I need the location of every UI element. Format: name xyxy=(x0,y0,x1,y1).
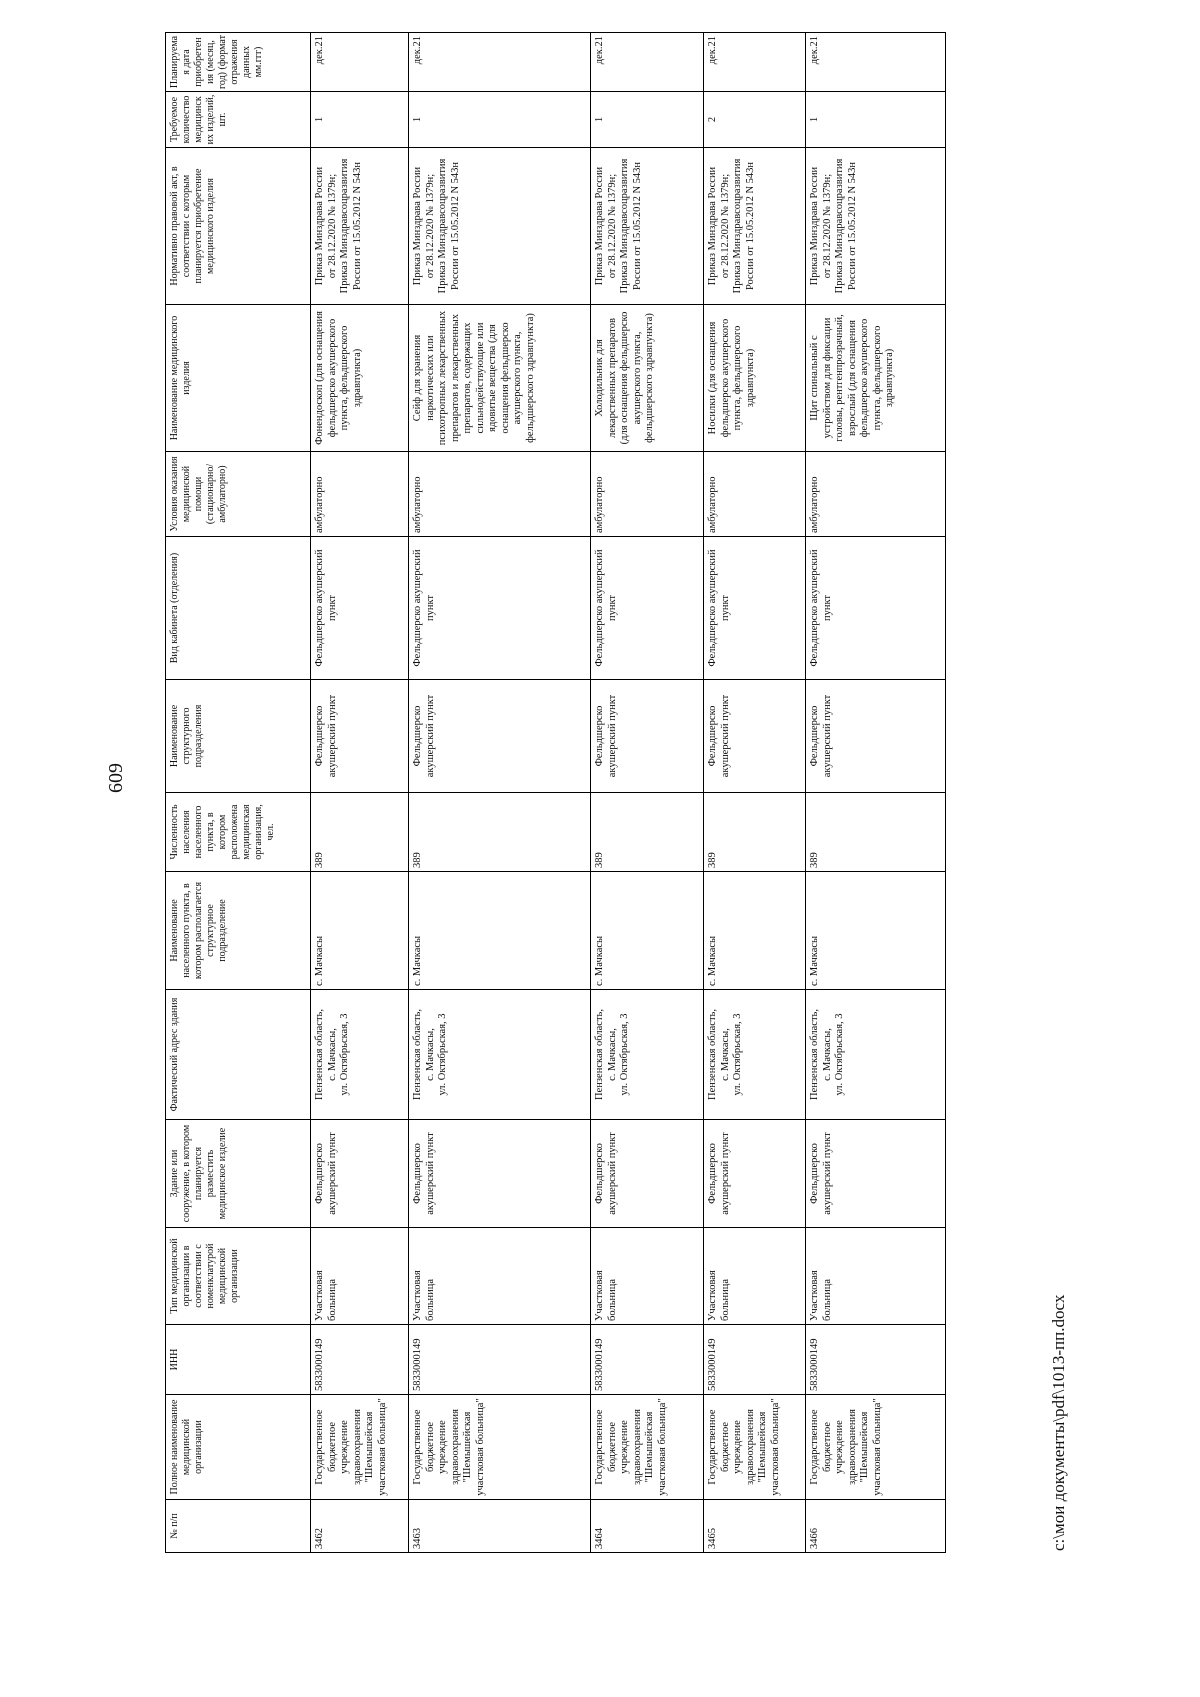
cell-settlement: с. Мачкасы xyxy=(704,872,806,990)
cell-org-name: Государственное бюджетное учреждение здравоохранения "Шемышейская участковая больница" xyxy=(409,1395,591,1500)
table-row xyxy=(806,33,946,1553)
cell-quantity: 1 xyxy=(311,92,409,148)
table-header-row xyxy=(166,33,311,1553)
cell-org-type: Участковая больница xyxy=(704,1228,806,1325)
cell-legal-act: Приказ Минздрава России от 28.12.2020 № 1379н; Приказ Минздравсоцразвития России от 15.05.2012 N 543н xyxy=(704,148,806,305)
cell-row-number: 3465 xyxy=(704,1500,806,1553)
table-row xyxy=(409,33,591,1553)
cell-org-name: Государственное бюджетное учреждение здравоохранения "Шемышейская участковая больница" xyxy=(591,1395,704,1500)
cell-inn: 5833000149 xyxy=(806,1325,946,1395)
cell-legal-act: Приказ Минздрава России от 28.12.2020 № 1379н; Приказ Минздравсоцразвития России от 15.05.2012 N 543н xyxy=(311,148,409,305)
footer-file-path: c:\мои документы\pdf\1013-пп.docx xyxy=(1049,1294,1068,1551)
header-legal-act: Нормативно правовой акт, в соответствии с которым планируется приобретение медицинского изделия xyxy=(166,148,311,305)
cell-purchase-date: дек.21 xyxy=(311,33,409,92)
cell-inn: 5833000149 xyxy=(311,1325,409,1395)
page-number: 609 xyxy=(105,763,127,793)
cell-org-name: Государственное бюджетное учреждение здравоохранения "Шемышейская участковая больница" xyxy=(704,1395,806,1500)
cell-inn: 5833000149 xyxy=(591,1325,704,1395)
header-subdivision: Наименование структурного подразделения xyxy=(166,680,311,793)
cell-settlement: с. Мачкасы xyxy=(591,872,704,990)
cell-address: Пензенская область, с. Мачкасы, ул. Октябрьская, 3 xyxy=(591,990,704,1120)
cell-address: Пензенская область, с. Мачкасы, ул. Октябрьская, 3 xyxy=(311,990,409,1120)
cell-settlement: с. Мачкасы xyxy=(409,872,591,990)
header-purchase-date: Планируемая дата приобретения (месяц, год) (формат отражения данных мм.ггг) xyxy=(166,33,311,92)
cell-building: Фельдшерско акушерский пункт xyxy=(591,1120,704,1228)
cell-address: Пензенская область, с. Мачкасы, ул. Октябрьская, 3 xyxy=(806,990,946,1120)
cell-device: Сейф для хранения наркотических или психотропных лекарственных препаратов и лекарственных препаратов, содержащих сильнодействующие или ядовитые вещества (для оснащения фельдшерско акушерского пункта, фельдшерского здравпункта) xyxy=(409,305,591,452)
cell-building: Фельдшерско акушерский пункт xyxy=(806,1120,946,1228)
cell-row-number: 3463 xyxy=(409,1500,591,1553)
cell-subdivision: Фельдшерско акушерский пункт xyxy=(409,680,591,793)
cell-conditions: амбулаторно xyxy=(704,452,806,537)
cell-cabinet-type: Фельдшерско акушерский пункт xyxy=(806,537,946,680)
cell-legal-act: Приказ Минздрава России от 28.12.2020 № 1379н; Приказ Минздравсоцразвития России от 15.05.2012 N 543н xyxy=(806,148,946,305)
header-inn: ИНН xyxy=(166,1325,311,1395)
table-row xyxy=(591,33,704,1553)
cell-address: Пензенская область, с. Мачкасы, ул. Октябрьская, 3 xyxy=(704,990,806,1120)
cell-inn: 5833000149 xyxy=(704,1325,806,1395)
cell-legal-act: Приказ Минздрава России от 28.12.2020 № 1379н; Приказ Минздравсоцразвития России от 15.05.2012 N 543н xyxy=(591,148,704,305)
table-row xyxy=(311,33,409,1553)
cell-subdivision: Фельдшерско акушерский пункт xyxy=(806,680,946,793)
header-population: Численность населения населенного пункта, в котором расположена медицинская организация, чел. xyxy=(166,793,311,872)
cell-quantity: 1 xyxy=(806,92,946,148)
cell-device: Холодильник для лекарственных препаратов (для оснащения фельдшерско акушерского пункта, фельдшерского здравпункта) xyxy=(591,305,704,452)
cell-org-type: Участковая больница xyxy=(409,1228,591,1325)
cell-purchase-date: дек.21 xyxy=(591,33,704,92)
cell-row-number: 3462 xyxy=(311,1500,409,1553)
header-org-name: Полное наименование медицинской организации xyxy=(166,1395,311,1500)
header-device: Наименование медицинского изделия xyxy=(166,305,311,452)
cell-population: 389 xyxy=(591,793,704,872)
cell-subdivision: Фельдшерско акушерский пункт xyxy=(591,680,704,793)
header-org-type: Тип медицинской организации в соответствии с номенклатурой медицинской организации xyxy=(166,1228,311,1325)
cell-org-name: Государственное бюджетное учреждение здравоохранения "Шемышейская участковая больница" xyxy=(806,1395,946,1500)
cell-building: Фельдшерско акушерский пункт xyxy=(311,1120,409,1228)
cell-device: Щит спинальный с устройством для фиксации головы, рентгенпрозрачный, взрослый (для оснащения фельдшерско акушерского пункта, фельдшерского здравпункта) xyxy=(806,305,946,452)
cell-building: Фельдшерско акушерский пункт xyxy=(409,1120,591,1228)
header-conditions: Условия оказания медицинской помощи (стационарно/амбулаторно) xyxy=(166,452,311,537)
cell-quantity: 1 xyxy=(591,92,704,148)
cell-legal-act: Приказ Минздрава России от 28.12.2020 № 1379н; Приказ Минздравсоцразвития России от 15.05.2012 N 543н xyxy=(409,148,591,305)
cell-cabinet-type: Фельдшерско акушерский пункт xyxy=(591,537,704,680)
header-address: Фактический адрес здания xyxy=(166,990,311,1120)
cell-conditions: амбулаторно xyxy=(409,452,591,537)
header-quantity: Требуемое количество медицинских изделий, шт. xyxy=(166,92,311,148)
medical-equipment-table xyxy=(165,32,946,1553)
cell-cabinet-type: Фельдшерско акушерский пункт xyxy=(311,537,409,680)
cell-org-type: Участковая больница xyxy=(311,1228,409,1325)
cell-quantity: 2 xyxy=(704,92,806,148)
cell-conditions: амбулаторно xyxy=(591,452,704,537)
cell-org-name: Государственное бюджетное учреждение здравоохранения "Шемышейская участковая больница" xyxy=(311,1395,409,1500)
cell-inn: 5833000149 xyxy=(409,1325,591,1395)
cell-org-type: Участковая больница xyxy=(591,1228,704,1325)
table-row xyxy=(704,33,806,1553)
cell-purchase-date: дек.21 xyxy=(409,33,591,92)
cell-address: Пензенская область, с. Мачкасы, ул. Октябрьская, 3 xyxy=(409,990,591,1120)
cell-org-type: Участковая больница xyxy=(806,1228,946,1325)
header-row-number: № п/п xyxy=(166,1500,311,1553)
cell-settlement: с. Мачкасы xyxy=(311,872,409,990)
cell-subdivision: Фельдшерско акушерский пункт xyxy=(704,680,806,793)
cell-row-number: 3466 xyxy=(806,1500,946,1553)
cell-population: 389 xyxy=(311,793,409,872)
cell-conditions: амбулаторно xyxy=(311,452,409,537)
cell-device: Носилки (для оснащения фельдшерско акушерского пункта, фельдшерского здравпункта) xyxy=(704,305,806,452)
cell-population: 389 xyxy=(704,793,806,872)
cell-population: 389 xyxy=(409,793,591,872)
cell-building: Фельдшерско акушерский пункт xyxy=(704,1120,806,1228)
header-building: Здание или сооружение, в котором планируется разместить медицинское изделие xyxy=(166,1120,311,1228)
cell-population: 389 xyxy=(806,793,946,872)
cell-cabinet-type: Фельдшерско акушерский пункт xyxy=(704,537,806,680)
cell-cabinet-type: Фельдшерско акушерский пункт xyxy=(409,537,591,680)
cell-quantity: 1 xyxy=(409,92,591,148)
header-settlement: Наименование населенного пункта, в котором располагается структурное подразделение xyxy=(166,872,311,990)
cell-conditions: амбулаторно xyxy=(806,452,946,537)
cell-device: Фонендоскоп (для оснащения фельдшерско акушерского пункта, фельдшерского здравпункта) xyxy=(311,305,409,452)
cell-purchase-date: дек.21 xyxy=(704,33,806,92)
cell-settlement: с. Мачкасы xyxy=(806,872,946,990)
cell-purchase-date: дек.21 xyxy=(806,33,946,92)
cell-subdivision: Фельдшерско акушерский пункт xyxy=(311,680,409,793)
header-cabinet-type: Вид кабинета (отделения) xyxy=(166,537,311,680)
cell-row-number: 3464 xyxy=(591,1500,704,1553)
